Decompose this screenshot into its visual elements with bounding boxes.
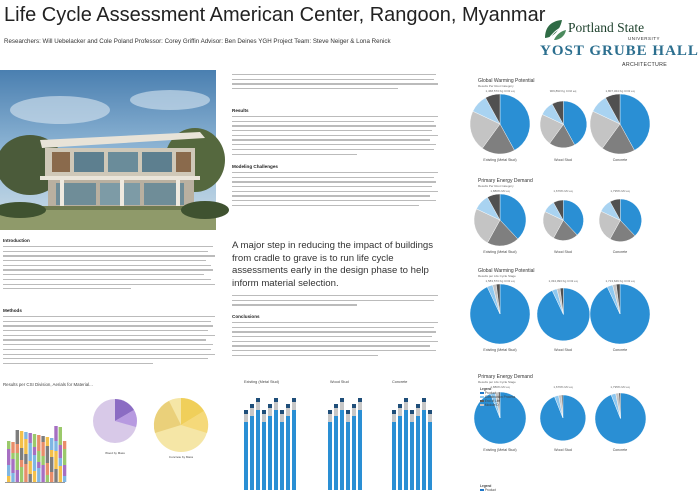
legend-item: Product [480,488,520,492]
bar-segment [416,408,420,416]
bar-segment [280,422,284,490]
legend-top [480,387,520,407]
bar-segment [398,416,402,490]
bar-segment [404,398,408,402]
panel-option-label: Wood Stud [554,158,572,162]
panel-total-value: 1,583,573 Kg CO2 eq [485,279,515,283]
bar-segment [392,410,396,414]
impact-pie [590,94,650,154]
bar-segment [334,408,338,416]
bar-segment [416,404,420,408]
intro-continued-text [232,74,440,93]
csi-bar-segment [63,441,66,449]
methods-section [3,308,217,368]
csi-bar-segment [37,468,40,482]
panel-title: Global Warming Potential [478,78,535,84]
wood-mass-pie-label: Wood by Mass [105,451,125,455]
csi-bar-segment [29,461,32,474]
university-name: Portland State [568,20,645,35]
impact-pie [540,101,587,148]
bar-segment [286,404,290,408]
csi-bar-segment [24,432,27,439]
bar-segment [398,408,402,416]
panel-subtitle: Results Per Root Category [478,84,514,88]
bar-segment [352,408,356,416]
panel-total-value: 1,468,573 Kg CO2 eq [485,89,515,93]
panel-total-value: 1,807,324 Kg CO2 eq [605,89,635,93]
bar-segment [346,410,350,414]
csi-bar-segment [7,441,10,449]
bar-segment [392,422,396,490]
panel-option-label: Wood Stud [554,250,572,254]
bar-segment [416,416,420,490]
bar-segment [292,410,296,490]
bar-segment [250,416,254,490]
panel-title: Primary Energy Demand [478,178,533,184]
bar-col-label-existing: Existing (Metal Stud) [244,380,280,384]
panel-option-label: Concrete [612,348,628,352]
bar-segment [280,410,284,414]
bar-segment [422,402,426,410]
bar-segment [328,422,332,490]
bar-segment [262,422,266,490]
bar-segment [334,416,338,490]
csi-bar-segment [50,438,53,450]
panel-total-value: 1,713,649 Kg CO2 eq [605,279,635,283]
bar-segment [428,410,432,414]
bar-col-label-concrete: Concrete [392,380,408,384]
impact-pie [474,194,526,246]
impact-pie [537,288,590,341]
csi-bar-segment [16,470,19,482]
bar-segment [334,404,338,408]
bar-segment [428,422,432,490]
panel-total-value: 909,893 Kg CO2 eq [549,89,577,93]
impact-pie [599,199,642,242]
bar-segment [244,410,248,414]
bar-segment [286,416,290,490]
impact-pie [540,395,586,441]
bar-segment [286,408,290,416]
panel-total-value: 1,795% MJ eq [610,385,630,389]
bar-segment [250,408,254,416]
bar-segment [328,414,332,422]
csi-bar-segment [50,472,53,482]
conclusions-heading: Conclusions [232,314,260,319]
panel-option-label: Existing (Metal Stud) [483,250,517,254]
csi-bar-segment [54,441,57,451]
panel-option-label: Existing (Metal Stud) [483,158,517,162]
panel-total-value: 1,334,093 Kg CO2 eq [548,279,578,283]
bar-segment [358,410,362,490]
csi-bar-segment [11,459,14,473]
bar-segment [262,414,266,422]
csi-bar-segment [59,445,62,458]
csi-bar-segment [24,454,27,464]
bar-segment [268,404,272,408]
modeling-challenges-heading: Modeling Challenges [232,164,278,169]
leaf-logo-icon [542,18,568,42]
bar-segment [398,404,402,408]
csi-bar-segment [16,453,19,470]
introduction-heading: Introduction [3,238,30,243]
panel-title: Primary Energy Demand [478,374,533,380]
csi-bar-segment [11,453,14,459]
csi-bar-segment [50,457,53,472]
csi-bar-segment [63,449,66,465]
csi-bar-segment [50,450,53,457]
bar-segment [340,398,344,402]
poster-title: Life Cycle Assessment American Center, Rangoon, Myanmar [4,4,546,26]
csi-bar-segment [11,473,14,482]
csi-bar-segment [54,426,57,441]
csi-bar-segment [29,443,32,461]
bar-segment [292,398,296,402]
csi-bar-segment [7,449,10,465]
legend-item: Construction Process [480,395,520,399]
bar-segment [268,416,272,490]
csi-bar-segment [46,463,49,475]
csi-bar-segment [41,442,44,456]
impact-pie [470,284,530,344]
csi-bar-segment [7,476,10,482]
bar-segment [410,410,414,414]
csi-bar-segment [63,465,66,476]
bar-segment [340,410,344,490]
methods-heading: Methods [3,308,22,313]
poster-authors: Researchers: Will Uebelacker and Cole Poland Professor: Corey Griffin Advisor: Ben Deines YGH Project Team: Steve Neiger & Lona Renick [4,38,391,45]
bar-segment [262,410,266,414]
panel-subtitle: Results Per Root Category [478,184,514,188]
bar-segment [358,398,362,402]
introduction-section [3,238,217,293]
conclusions-text [232,322,440,356]
panel-option-label: Concrete [612,448,628,452]
logo-block [540,18,699,70]
conclusions-section [232,314,440,360]
bar-segment [352,416,356,490]
csi-bar-segment [41,436,44,442]
bar-segment [422,398,426,402]
modeling-challenges-text [232,172,440,206]
csi-bar-segment [7,465,10,476]
panel-total-value: 1,795% MJ eq [610,189,630,193]
bar-segment [280,414,284,422]
panel-total-value: 1,676% MJ eq [553,385,573,389]
csi-bar-segment [33,434,36,447]
csi-bar-segment [54,451,57,469]
csi-bar-segment [16,430,19,444]
impact-pie [543,200,584,241]
bar-segment [250,404,254,408]
bar-segment [274,402,278,410]
csi-bar-segment [41,465,44,482]
panel-option-label: Concrete [612,158,628,162]
bar-col-label-wood: Wood Stud [330,380,349,384]
bar-segment [404,410,408,490]
csi-bar-segment [46,437,49,446]
csi-bar-segment [54,469,57,482]
bar-segment [410,422,414,490]
csi-bar-segment [24,439,27,454]
bar-segment [292,402,296,410]
bar-segment [340,402,344,410]
results-text [232,116,440,155]
csi-bar-segment [59,466,62,482]
panel-option-label: Wood Stud [554,448,572,452]
bar-segment [346,422,350,490]
concrete-mass-pie [150,396,212,459]
panel-option-label: Wood Stud [554,348,572,352]
impact-pie [590,284,650,344]
building-rendering [0,70,216,230]
quote-continued-text [232,295,440,309]
csi-bar-segment [33,471,36,482]
bar-segment [274,410,278,490]
panel-total-value: 1,880% MJ eq [490,189,510,193]
legend-item: Module D [480,403,520,407]
bar-segment [352,404,356,408]
introduction-text [3,246,217,289]
key-quote: A major step in reducing the impact of buildings from cradle to grave is to run life cycle assessments early in the design phase to help inform material selection. [232,240,434,289]
bar-segment [422,410,426,490]
bar-segment [392,414,396,422]
panel-total-value: 1,880% MJ eq [490,385,510,389]
concrete-mass-pie-label: Concrete by Mass [168,455,194,459]
bar-segment [256,398,260,402]
csi-bar-segment [29,433,32,443]
results-caption: Results per CSI Division, Aerials for Material... [3,382,93,387]
bar-segment [346,414,350,422]
modeling-challenges-section [232,164,440,210]
bar-segment [404,402,408,410]
csi-bar-segment [20,467,23,482]
panel-total-value: 1,676% MJ eq [553,189,573,193]
csi-bar-segment [59,427,62,445]
csi-bar-segment [11,442,14,453]
firm-name: YOST GRUBE HALL [540,43,699,59]
legend-item: Product [480,391,520,395]
csi-bar-segment [20,448,23,460]
impact-pie [595,393,646,444]
legend-title: Legend [480,387,492,391]
csi-bar-segment [20,431,23,448]
bar-segment [358,402,362,410]
bar-segment [410,414,414,422]
bar-segment [268,408,272,416]
university-sub: UNIVERSITY [628,36,661,41]
bar-segment [256,402,260,410]
csi-bar-segment [59,458,62,466]
csi-bar-segment [63,476,66,482]
panel-option-label: Concrete [612,250,628,254]
bar-segment [256,410,260,490]
csi-bar-segment [33,447,36,455]
methods-text [3,316,217,364]
firm-sub: ARCHITECTURE [622,62,668,68]
impact-panel [478,268,660,370]
csi-bar-segment [16,444,19,453]
panel-title: Global Warming Potential [478,268,535,274]
panel-option-label: Existing (Metal Stud) [483,348,517,352]
csi-bar-segment [37,462,40,468]
legend-item: End of Life [480,399,520,403]
impact-panel [478,178,660,264]
csi-bar-segment [37,435,40,451]
csi-bar-segment [20,460,23,467]
csi-bar-segment [46,446,49,463]
bar-segment [428,414,432,422]
wood-mass-pie [90,396,140,455]
impact-panel [478,78,660,174]
bar-segment [274,398,278,402]
results-heading: Results [232,108,249,113]
csi-bar-segment [33,455,36,471]
csi-bar-segment [37,451,40,462]
impact-pie [470,94,530,154]
bar-segment [328,410,332,414]
panel-subtitle: Results per Life Cycle Stage [478,380,516,384]
material-bar-chart [232,386,442,498]
csi-bar-segment [24,464,27,482]
legend-title-2: Legend [480,484,492,488]
csi-bar-segment [41,456,44,465]
csi-bar-segment [46,475,49,482]
legend-bottom [480,484,520,492]
csi-bar-segment [29,474,32,482]
results-section [232,108,440,158]
bar-segment [244,422,248,490]
bar-segment [244,414,248,422]
panel-subtitle: Results per Life Cycle Stage [478,274,516,278]
panel-option-label: Existing (Metal Stud) [483,448,517,452]
